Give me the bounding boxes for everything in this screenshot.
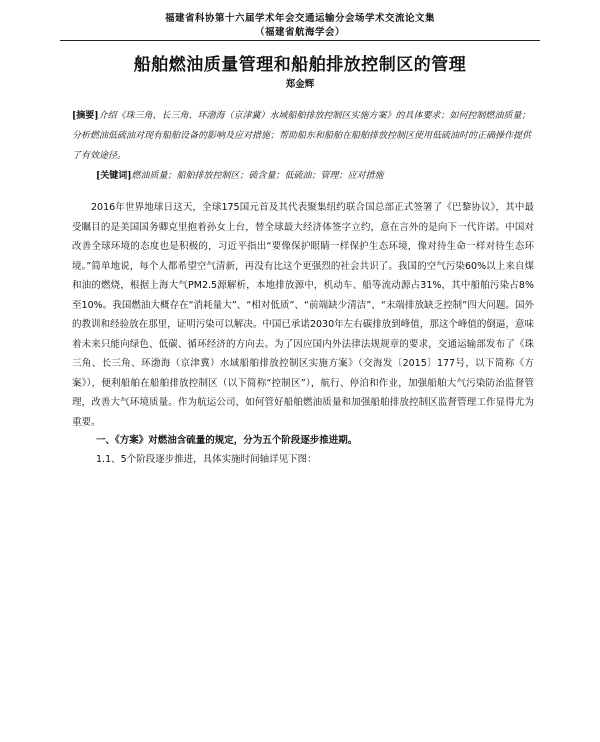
body-paragraph: 2016年世界地球日这天，全球175国元首及其代表聚集纽约联合国总部正式签署了《巴黎协议》，其中最受瞩目的是美国国务卿克里抱着孙女上台，替全球最大经济体签字立约，意在言外的是向下一代许诺。中国对改善全球环境的态度也是积极的，习近平指出“要像保护眼睛一样保护生态环境，像对待生命一样对待生态环境。”简单地说，每个人都希望空气清新，再没有比这个更强烈的社会共识了。我国的空气污染60%以上来自煤和油的燃烧，根据上海大气PM2.5源解析，本地排放源中，机动车、船等流动源占31%，其中船舶污染占8%至10%。我国燃油大概存在“消耗量大”、“相对低质”、“前端缺少清洁”、“末端排放缺乏控制”四大问题。国外的教训和经验放在那里，证明污染可以解决。中国已承诺2030年左右碳排放到峰值，那这个峰值的倒逼，意味着未来只能向绿色、低碳、循环经济的方向去。为了因应国内外法律法规规章的要求，交通运输部发布了《珠三角、长三角、环渤海（京津冀）水域船舶排放控制区实施方案》（交海发〔2015〕177号，以下简称《方案》），便利船舶在船舶排放控制区（以下简称“控制区”），航行、停泊和作业，加强船舶大气污染防治监督管理，改善大气环境质量。作为航运公司，如何管好船舶燃油质量和加强船舶排放控制区监督管理工作显得尤为重要。: [72, 202, 534, 428]
keywords-label: [关键词]: [96, 171, 132, 181]
keywords-text: 燃油质量；船舶排放控制区；硫含量；低硫油；管理；应对措施: [131, 171, 384, 181]
abstract-label: [摘要]: [72, 111, 99, 121]
author-name: 郑金辉: [285, 79, 315, 90]
body-text: [72, 198, 534, 432]
running-header-line1: 福建省科协第十六届学术年会交通运输分会场学术交流论文集: [164, 13, 435, 24]
abstract-text: 介绍《珠三角、长三角、环渤海（京津冀）水域船舶排放控制区实施方案》的具体要求；如何控制燃油质量；分析燃油低硫油对现有船舶设备的影响及应对措施；帮助船东和船舶在船舶排放控制区使用低硫油时的正确操作提供了有效途径。: [72, 111, 532, 161]
subsection-text: 1.1、5个阶段逐步推进，具体实施时间轴详见下图：: [96, 454, 317, 465]
section-heading: 一、《方案》对燃油含硫量的规定，分为五个阶段逐步推进期。: [96, 435, 358, 446]
paper-title: 船舶燃油质量管理和船舶排放控制区的管理: [133, 55, 467, 75]
running-header-line2: （福建省航海学会）: [254, 27, 345, 38]
keywords: [96, 166, 532, 186]
header-rule: [60, 40, 540, 41]
abstract: [72, 106, 532, 166]
